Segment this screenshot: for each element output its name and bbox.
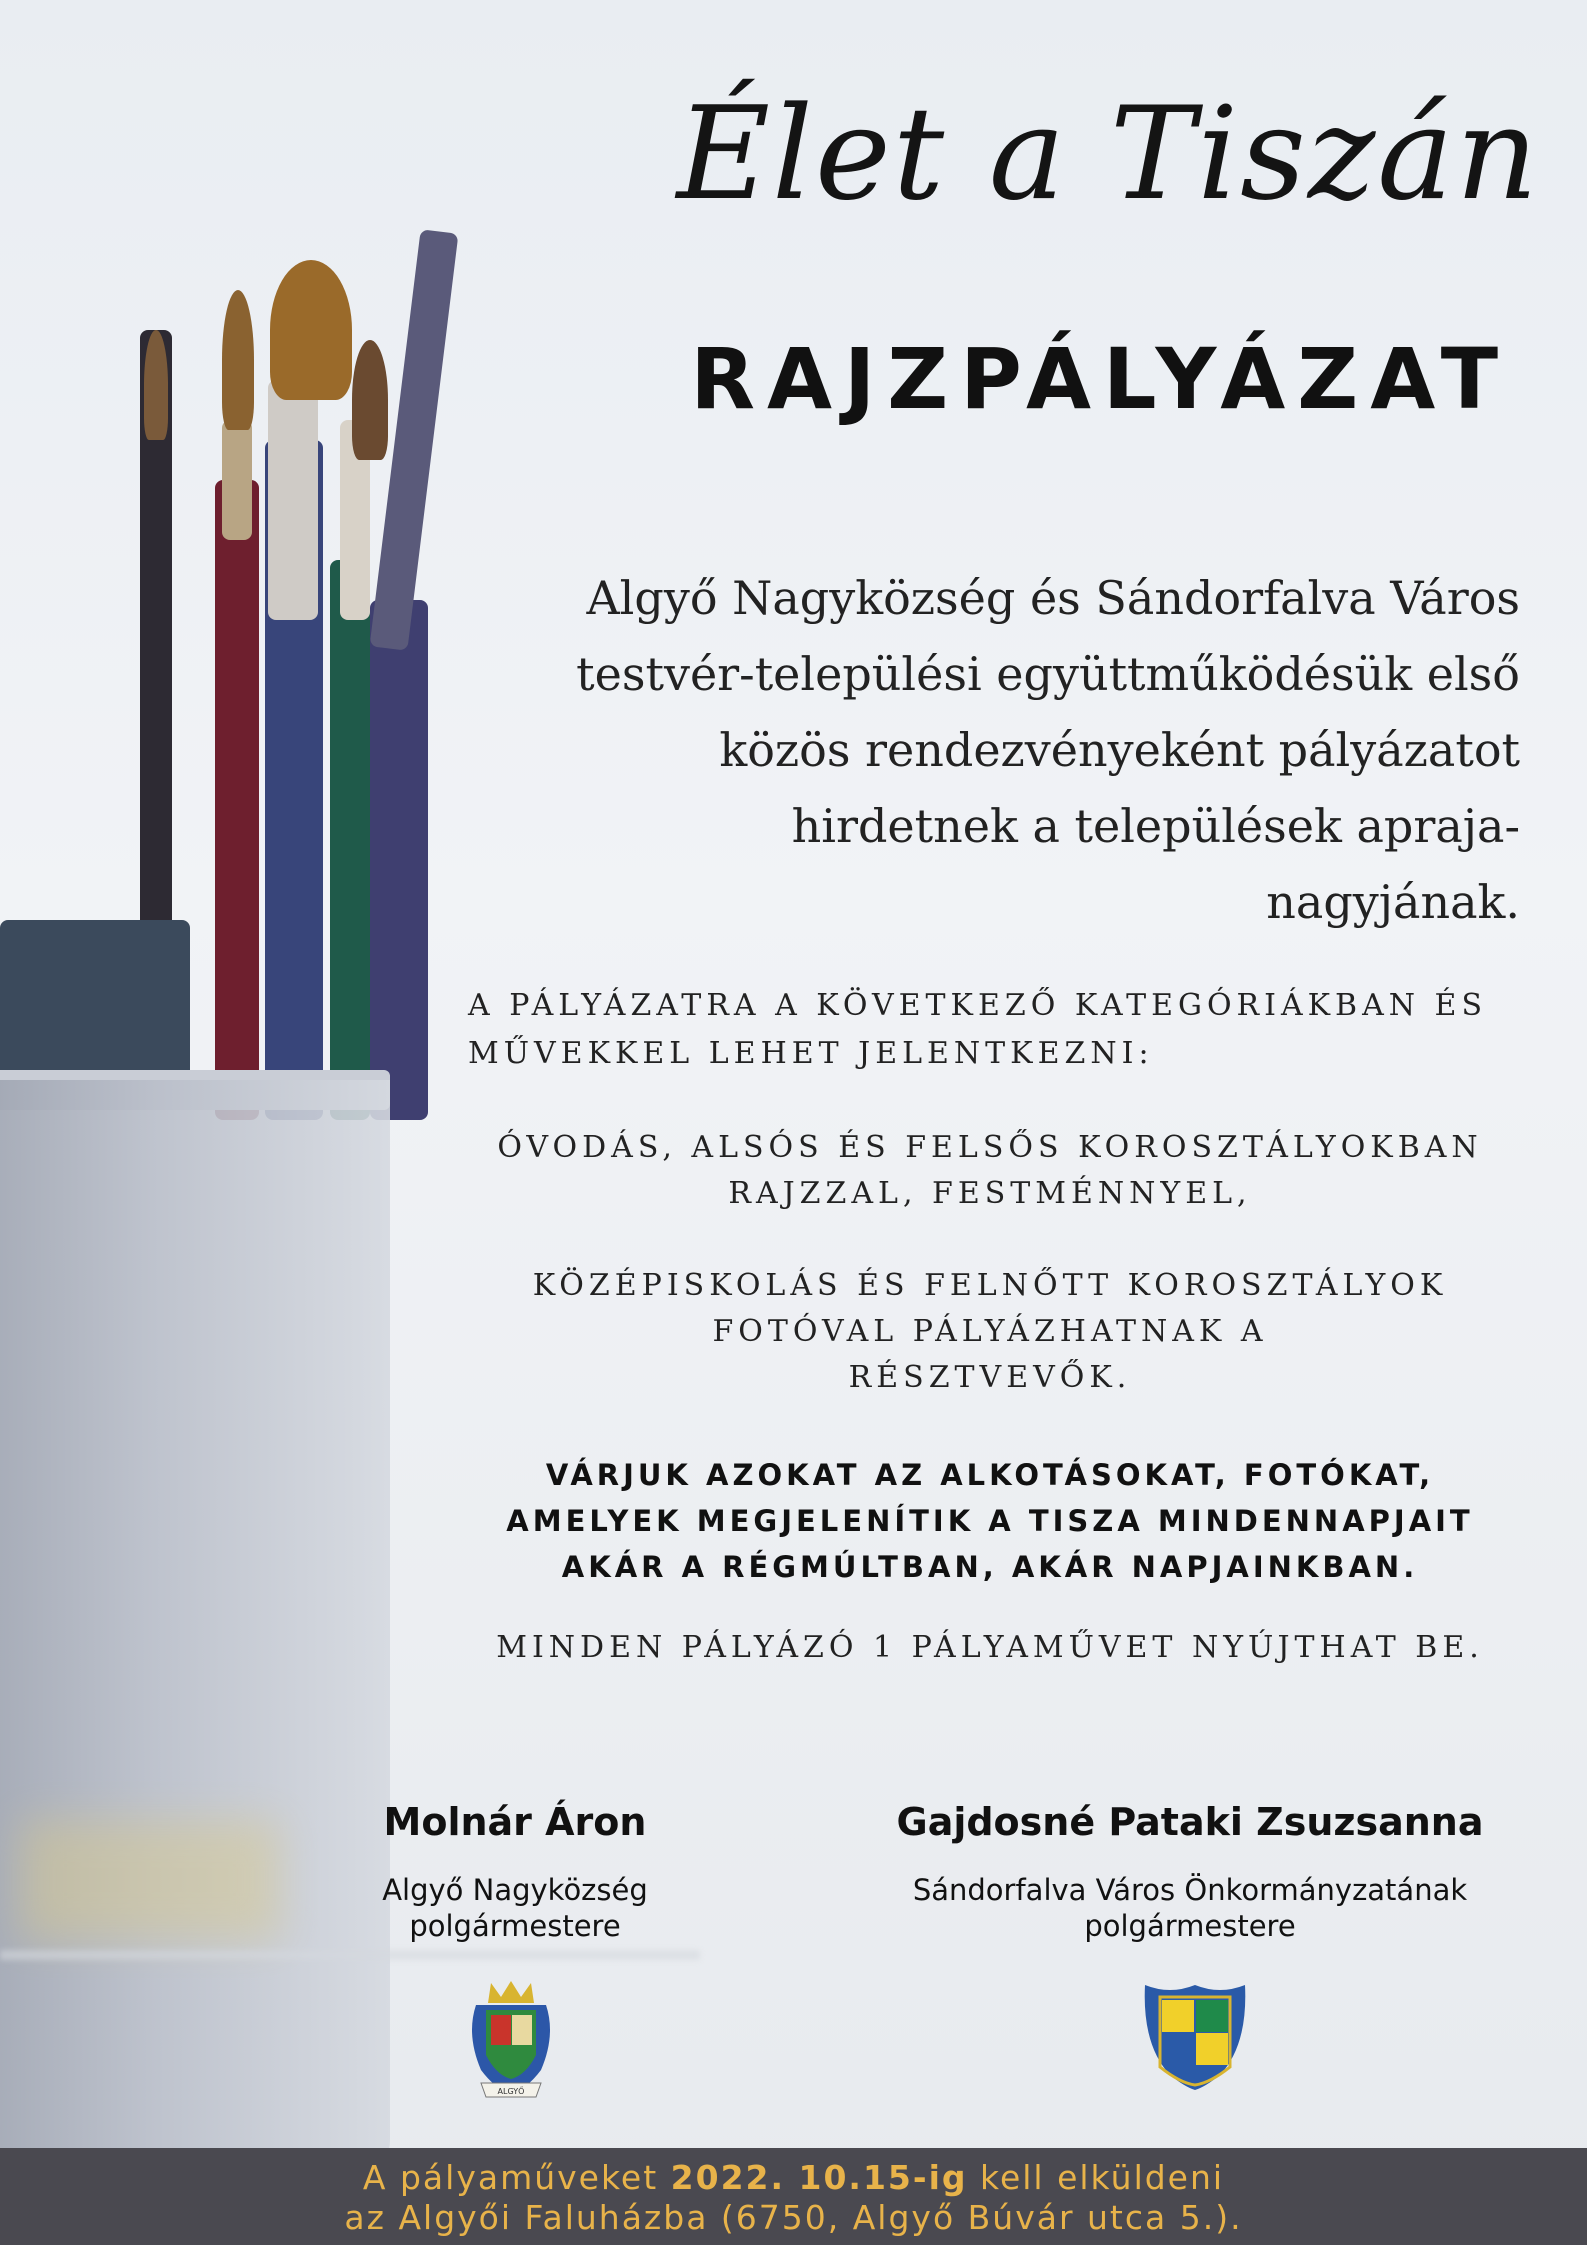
intro-paragraph bbox=[460, 560, 1520, 940]
callout-line: AMELYEK MEGJELENÍTIK A TISZA MINDENNAPJAIT bbox=[506, 1504, 1474, 1538]
intro-line: Algyő Nagyközség és Sándorfalva Város bbox=[586, 571, 1520, 625]
category-kindergarten-primary bbox=[470, 1125, 1510, 1217]
category-line: KÖZÉPISKOLÁS ÉS FELNŐTT KOROSZTÁLYOK bbox=[532, 1268, 1448, 1303]
callout bbox=[470, 1452, 1510, 1590]
sandorfalva-crest-icon bbox=[1130, 1975, 1260, 2095]
footer-deadline: 2022. 10.15-ig bbox=[670, 2158, 968, 2197]
category-line: ÓVODÁS, ALSÓS ÉS FELSŐS KOROSZTÁLYOKBAN bbox=[497, 1130, 1483, 1165]
signatory-title: Sándorfalva Város Önkormányzatának bbox=[912, 1873, 1468, 1907]
signatory-title: polgármestere bbox=[1084, 1909, 1296, 1943]
signatory-title: polgármestere bbox=[409, 1909, 621, 1943]
title-script: Élet a Tiszán bbox=[676, 80, 1540, 229]
category-line: FOTÓVAL PÁLYÁZHATNAK A bbox=[712, 1314, 1268, 1349]
title-main: RAJZPÁLYÁZAT bbox=[690, 330, 1510, 428]
callout-line: AKÁR A RÉGMÚLTBAN, AKÁR NAPJAINKBAN. bbox=[561, 1550, 1419, 1584]
signatory-name: Molnár Áron bbox=[383, 1800, 647, 1844]
submission-rule: MINDEN PÁLYÁZÓ 1 PÁLYAMŰVET NYÚJTHAT BE. bbox=[496, 1630, 1484, 1665]
signatory-sandorfalva bbox=[860, 1800, 1520, 1944]
callout-line: VÁRJUK AZOKAT AZ ALKOTÁSOKAT, FOTÓKAT, bbox=[545, 1458, 1435, 1492]
categories-heading: A PÁLYÁZATRA A KÖVETKEZŐ KATEGÓRIÁKBAN ÉS MŰVEKKEL LEHET JELENTKEZNI: bbox=[468, 988, 1487, 1071]
crest-ribbon-text: ALGYŐ bbox=[497, 2087, 525, 2096]
category-line: RAJZZAL, FESTMÉNNYEL, bbox=[728, 1176, 1252, 1211]
signatory-algyo bbox=[330, 1800, 700, 1944]
signatory-name: Gajdosné Pataki Zsuzsanna bbox=[896, 1800, 1484, 1844]
footer-text: kell elküldeni bbox=[967, 2158, 1225, 2197]
category-secondary-adult bbox=[470, 1263, 1510, 1401]
footer-line-1 bbox=[0, 2158, 1587, 2198]
footer-text: A pályaműveket bbox=[362, 2158, 671, 2197]
signatory-title: Algyő Nagyközség bbox=[382, 1873, 648, 1907]
intro-line: közös rendezvényeként pályázatot bbox=[719, 723, 1520, 777]
intro-line: nagyjának. bbox=[1266, 875, 1520, 929]
footer-line-2: az Algyői Faluházba (6750, Algyő Búvár utca 5.). bbox=[344, 2198, 1243, 2237]
footer-banner bbox=[0, 2148, 1587, 2245]
algyo-crest-icon bbox=[456, 1975, 566, 2105]
intro-line: testvér-települési együttműködésük első bbox=[576, 647, 1520, 701]
intro-line: hirdetnek a települések apraja- bbox=[791, 799, 1520, 853]
category-line: RÉSZTVEVŐK. bbox=[848, 1360, 1132, 1395]
